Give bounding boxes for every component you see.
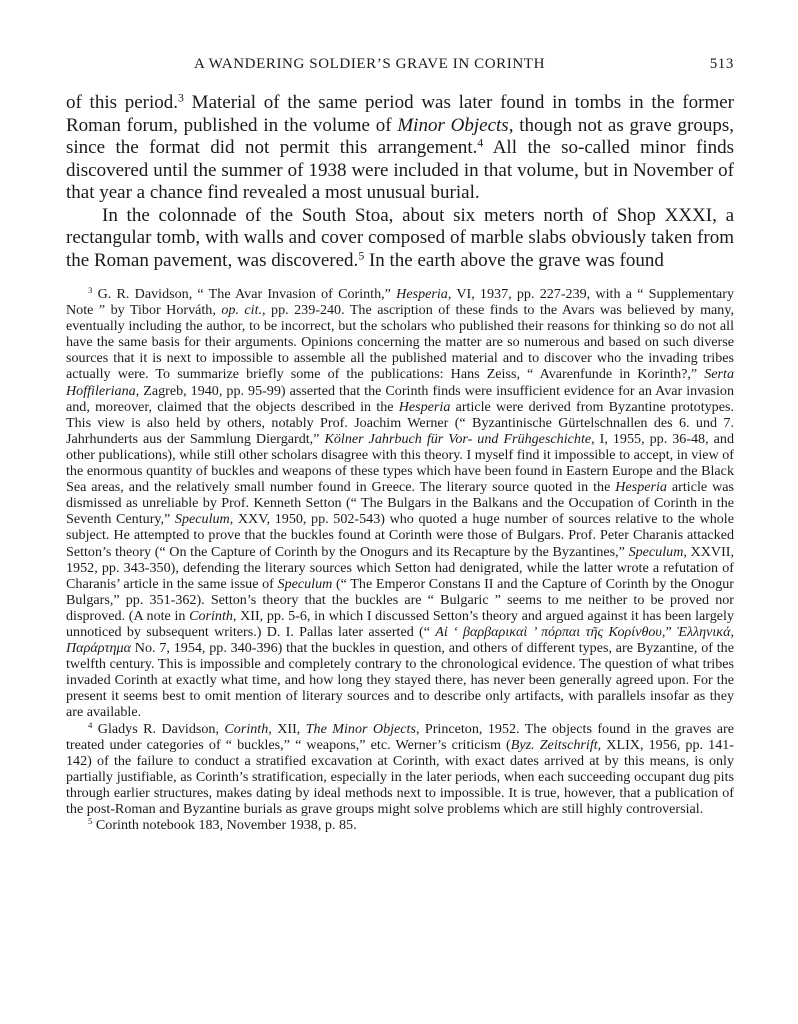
italic-title: Kölner Jahrbuch für Vor- und Frühgeschichte <box>324 430 592 447</box>
italic-title: Byz. Zeitschrift <box>510 736 598 753</box>
italic-title: Speculum <box>628 543 684 560</box>
text-run: , XII, <box>268 720 306 737</box>
text-run: , Zagreb, 1940, pp. 95-99) asserted that the Corinth finds were insufficient evidence for an Avar invasion and, moreover, claimed that the objects described in the <box>66 382 734 415</box>
footnote-3 <box>66 286 734 721</box>
text-run: , though not as grave groups, since the format did not permit this arrangement. <box>66 114 734 158</box>
text-run: , XXV, 1950, pp. 502-543) who quoted a huge number of sources relative to the whole subject. He attempted to prove that the buckles found at Corinth were those of Bulgars. Prof. Peter Charanis attacked Setton’s theory (“ On the Capture of Corinth by the Onogurs and its Recapture by the Byzantines,” <box>66 511 734 560</box>
footnote-ref-3: 3 <box>178 91 184 105</box>
text-run: , XLIX, 1956, pp. 141-142) of the failure to conduct a stratified excavation at Corinth, with exact dates arrived at by this means, is only partially justifiable, as Corinth’s stratification, especially in the later periods, when each succeeding occupant dug pits through earlier structures, makes dating by ideal methods next to impossible. It is true, however, that a publication of the post-Roman and Byzantine burials as grave groups might solve problems which are still highly controversial. <box>66 736 734 817</box>
footnote-5 <box>66 817 734 833</box>
italic-title: The Minor Objects <box>305 720 416 737</box>
text-run: Gladys R. Davidson, <box>92 720 225 737</box>
italic-title: Minor Objects <box>397 114 509 136</box>
italic-title: op. cit. <box>221 302 263 319</box>
main-text <box>66 92 734 272</box>
running-title: A WANDERING SOLDIER’S GRAVE IN CORINTH <box>194 56 545 72</box>
footnotes <box>66 286 734 833</box>
text-run: , XII, pp. 5-6, in which I discussed Setton’s theory and argued against it has been largely unnoticed by subsequent writers.) D. I. Pallas later asserted (“ <box>66 607 734 640</box>
text-run: All the so-called minor finds discovered until the summer of 1938 were included in that volume, but in November of that year a chance find revealed a most unusual burial. <box>66 137 734 203</box>
text-run: ” <box>665 623 677 640</box>
footnote-ref-4: 4 <box>477 136 484 150</box>
text-run: , Princeton, 1952. The objects found in the graves are treated under categories of “ buckles,” “ weapons,” etc. Werner’s criticism ( <box>66 720 735 753</box>
text-run: Corinth notebook 183, November 1938, p. 85. <box>92 817 357 834</box>
italic-title: Serta Hoffileriana <box>66 366 734 399</box>
text-run: In the colonnade of the South Stoa, about six meters north of Shop XXXI, a rectangular tomb, with walls and cover composed of marble slabs obviously taken from the Roman pavement, was discovered. <box>66 204 734 271</box>
text-run: , I, 1955, pp. 36-48, and other publications), while still other scholars disagree with this theory. I myself find it impossible to accept, in view of the enormous quantity of buckles and weapons of these types which have been found in Eastern Europe and the Black Sea areas, and the relatively small number found in Greece. The literary source quoted in the <box>66 430 734 496</box>
footnote-number: 3 <box>88 285 93 296</box>
italic-title: Corinth <box>224 720 269 737</box>
body-paragraph-2 <box>66 205 734 273</box>
text-run: Material of the same period was later found in tombs in the former Roman forum, published in the volume of <box>66 92 734 136</box>
italic-title: Hesperia <box>615 479 667 496</box>
text-run: No. 7, 1954, pp. 340-396) that the buckles in question, and others of different types, are Byzantine, of the twelfth century. This is impossible and completely contrary to the chronological evidence. The question of what tribes invaded Corinth at exactly what time, and how long they stayed there, has never been generally agreed upon. For the present it seems best to omit mention of literary sources and to describe only artifacts, with parallels insofar as they are available. <box>66 640 734 721</box>
text-run: , VI, 1937, pp. 227-239, with a “ Supplementary Note ” by Tibor Horváth, <box>66 286 734 319</box>
italic-title: Hesperia <box>398 398 451 415</box>
text-run: (“ The Emperor Constans II and the Capture of Corinth by the Onogur Bulgars,” pp. 351-362). Setton’s theory that the buckles are “ Bulgaric ” seems to me neither to be proved nor disproved. (A note in <box>66 575 734 624</box>
text-run: article was dismissed as unreliable by Prof. Kenneth Setton (“ The Bulgars in the Balkans and the Occupation of Corinth in the Seventh Century,” <box>66 479 734 528</box>
footnote-4 <box>66 721 734 818</box>
body-paragraph-1 <box>66 92 734 205</box>
greek-title: Ἑλληνικά, Παράρτημα <box>66 623 734 657</box>
text-run: , pp. 239-240. The ascription of these finds to the Avars was believed by many, eventually including the author, to be incorrect, but the scholars who published their reasons for thinking so do not all have the same basis for their arguments. Opinions concerning the matter are so numerous and based on such diverse sources that it is next to impossible to assemble all the published material and to discover who the invading tribes actually were. To summarize briefly some of the publications: Hans Zeiss, “ Avarenfunde in Korinth?,” <box>66 302 734 383</box>
text-run: In the earth above the grave was found <box>364 249 664 271</box>
footnote-number: 5 <box>88 816 93 827</box>
text-run: of this period. <box>66 92 179 113</box>
running-head <box>66 56 734 78</box>
text-run: , XXVII, 1952, pp. 343-350), defending the literary sources which Setton had denigrated, while the latter wrote a refutation of Charanis’ article in the same issue of <box>66 543 734 592</box>
text-run: G. R. Davidson, “ The Avar Invasion of Corinth,” <box>92 286 397 302</box>
italic-title: Speculum <box>277 575 333 592</box>
greek-title: Αἱ ‘ βαρβαρικαὶ ’ πόρπαι τῆς Κορίνθου, <box>435 623 666 640</box>
text-run: article were derived from Byzantine prototypes. This view is also held by others, notably Prof. Joachim Werner (“ Byzantinische Gürtelschnallen des 6. und 7. Jahrhunderts aus der Sammlung Diergardt,” <box>66 398 734 447</box>
footnote-number: 4 <box>88 719 93 730</box>
italic-title: Speculum <box>174 511 230 528</box>
page-number: 513 <box>709 56 734 72</box>
italic-title: Corinth <box>189 607 233 624</box>
italic-title: Hesperia <box>396 286 448 302</box>
footnote-ref-5: 5 <box>358 249 365 263</box>
